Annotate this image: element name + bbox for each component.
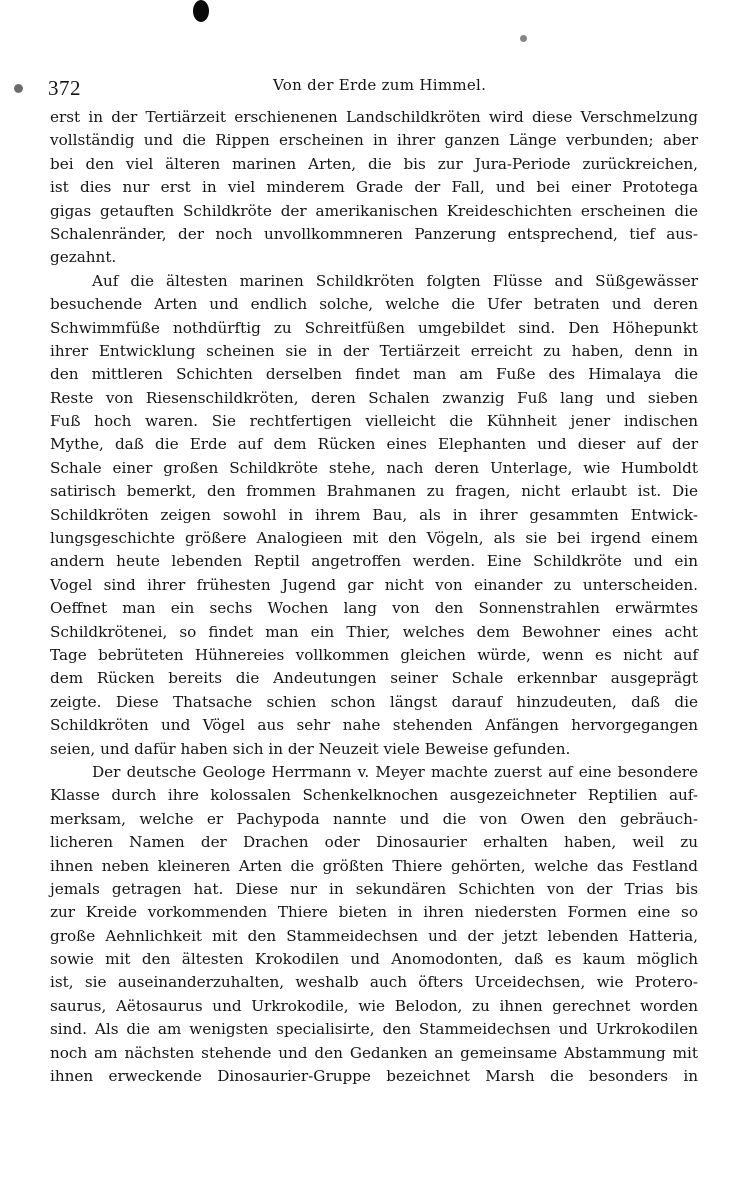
text-line: bei den viel älteren marinen Arten, die bis zur Jura-Periode zurückreichen, bbox=[50, 154, 698, 173]
text-line: gigas getauften Schildkröte der amerikanischen Kreideschichten erscheinen die bbox=[50, 201, 698, 220]
text-line: sind. Als die am wenigsten specialisirte, den Stammeidechsen und Urkrokodilen bbox=[50, 1020, 698, 1039]
text-line: erst in der Tertiärzeit erschienenen Landschildkröten wird diese Verschmelzung bbox=[50, 108, 698, 126]
text-line: ist dies nur erst in viel minderem Grade der Fall, und bei einer Prototega bbox=[50, 178, 698, 197]
text-line: Oeffnet man ein sechs Wochen lang von den Sonnenstrahlen erwärmtes bbox=[50, 599, 698, 618]
text-line: merksam, welche er Pachypoda nannte und die von Owen den gebräuch- bbox=[50, 809, 698, 828]
text-line: Schildkröten und Vögel aus sehr nahe stehenden Anfängen hervorgegangen bbox=[50, 716, 698, 735]
text-line: Schildkröten zeigen sowohl in ihrem Bau, als in ihrer gesammten Entwick- bbox=[50, 505, 698, 524]
text-line: zur Kreide vorkommenden Thiere bieten in ihren niedersten Formen eine so bbox=[50, 903, 698, 922]
text-line: den mittleren Schichten derselben findet man am Fuße des Himalaya die bbox=[50, 365, 698, 384]
text-line: saurus, Aëtosaurus und Urkrokodile, wie Belodon, zu ihnen gerechnet worden bbox=[50, 996, 698, 1015]
text-line: ihnen neben kleineren Arten die größten Thiere gehörten, welche das Festland bbox=[50, 856, 698, 875]
text-line: Fuß hoch waren. Sie rechtfertigen vielleicht die Kühnheit jener indischen bbox=[50, 412, 698, 431]
ink-blot-right bbox=[520, 35, 527, 42]
text-line: ist, sie auseinanderzuhalten, weshalb auch öfters Urceidechsen, wie Protero- bbox=[50, 973, 698, 992]
text-line: ihrer Entwicklung scheinen sie in der Tertiärzeit erreicht zu haben, denn in bbox=[50, 341, 698, 360]
text-line: lungsgeschichte größere Analogieen mit den Vögeln, als sie bei irgend einem bbox=[50, 529, 698, 548]
text-line: sowie mit den ältesten Krokodilen und Anomodonten, daß es kaum möglich bbox=[50, 950, 698, 969]
page-header bbox=[48, 74, 708, 104]
text-line: Schalenränder, der noch unvollkommneren Panzerung entsprechend, tief aus- bbox=[50, 224, 698, 243]
text-line: dem Rücken bereits die Andeutungen seiner Schale erkennbar ausgeprägt bbox=[50, 669, 698, 688]
text-line: seien, und dafür haben sich in der Neuzeit viele Beweise gefunden. bbox=[50, 739, 571, 758]
text-line: gezahnt. bbox=[50, 248, 117, 267]
text-line: große Aehnlichkeit mit den Stammeidechsen und der jetzt lebenden Hatteria, bbox=[50, 926, 698, 945]
text-line: ihnen erweckende Dinosaurier-Gruppe bezeichnet Marsh die besonders in bbox=[50, 1067, 698, 1086]
running-title: Von der Erde zum Himmel. bbox=[273, 76, 487, 94]
text-line: Schwimmfüße nothdürftig zu Schreitfüßen umgebildet sind. Den Höhepunkt bbox=[50, 318, 698, 337]
text-line: zeigte. Diese Thatsache schien schon längst darauf hinzudeuten, daß die bbox=[50, 692, 698, 711]
text-line: vollständig und die Rippen erscheinen in ihrer ganzen Länge verbunden; aber bbox=[50, 131, 698, 150]
text-line: satirisch bemerkt, den frommen Brahmanen zu fragen, nicht erlaubt ist. Die bbox=[50, 482, 698, 501]
text-line: Tage bebrüteten Hühnereies vollkommen gleichen würde, wenn es nicht auf bbox=[50, 645, 698, 664]
text-line: Mythe, daß die Erde auf dem Rücken eines Elephanten und dieser auf der bbox=[50, 435, 698, 454]
text-line: besuchende Arten und endlich solche, welche die Ufer betraten und deren bbox=[50, 295, 698, 314]
paragraph-first-line: Auf die ältesten marinen Schildkröten folgten Flüsse and Süßgewässer bbox=[92, 271, 698, 290]
text-line: Schale einer großen Schildkröte stehe, nach deren Unterlage, wie Humboldt bbox=[50, 458, 698, 477]
text-line: Klasse durch ihre kolossalen Schenkelknochen ausgezeichneter Reptilien auf- bbox=[50, 786, 698, 805]
ink-blot-top bbox=[193, 0, 209, 22]
page-number: 372 bbox=[48, 76, 81, 100]
body-text bbox=[50, 106, 698, 1088]
text-line: noch am nächsten stehende und den Gedanken an gemeinsame Abstammung mit bbox=[50, 1043, 698, 1062]
text-line: licheren Namen der Drachen oder Dinosaurier erhalten haben, weil zu bbox=[50, 833, 698, 852]
text-line: andern heute lebenden Reptil angetroffen werden. Eine Schildkröte und ein bbox=[50, 552, 698, 571]
text-line: Vogel sind ihrer frühesten Jugend gar nicht von einander zu unterscheiden. bbox=[50, 575, 698, 594]
ink-blot-left bbox=[14, 84, 23, 93]
text-line: Schildkrötenei, so findet man ein Thier, welches dem Bewohner eines acht bbox=[50, 622, 698, 641]
paragraph-first-line: Der deutsche Geologe Herrmann v. Meyer machte zuerst auf eine besondere bbox=[92, 762, 698, 781]
text-line: Reste von Riesenschildkröten, deren Schalen zwanzig Fuß lang und sieben bbox=[50, 388, 698, 407]
text-line: jemals getragen hat. Diese nur in sekundären Schichten von der Trias bis bbox=[50, 879, 698, 898]
